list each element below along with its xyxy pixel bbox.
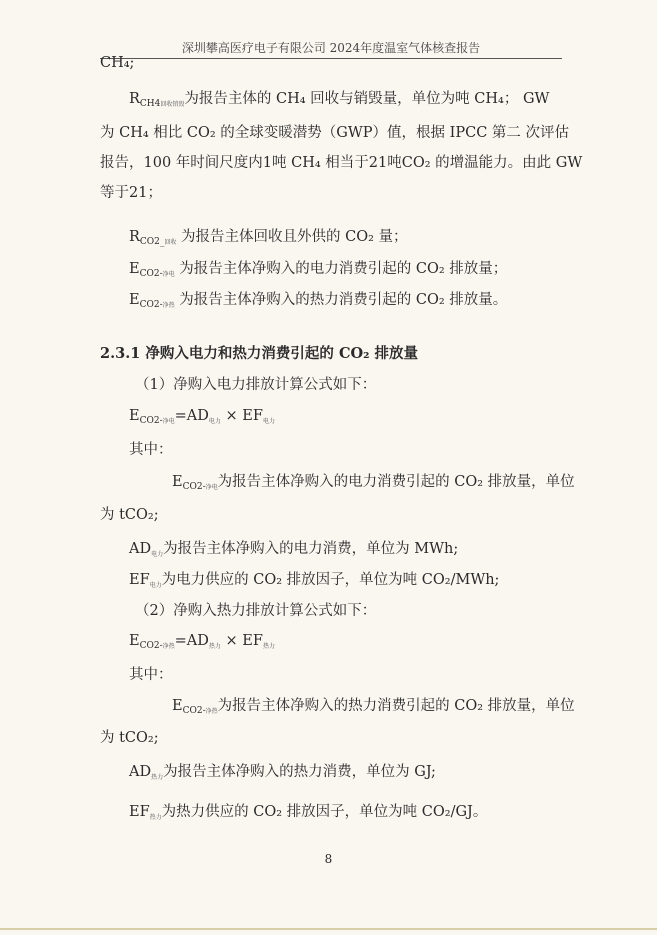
text-span: =AD — [174, 408, 209, 424]
text-span: 为报告主体净购入的电力消费引起的 CO₂ 排放量，单位 — [217, 474, 575, 490]
subscript-note: 热力 — [151, 774, 164, 781]
text-line: 其中： — [129, 442, 173, 458]
symbol-e: E — [129, 633, 140, 649]
text-line — [129, 763, 436, 787]
subscript-note: 净热 — [205, 708, 218, 715]
subscript: CO2- — [139, 269, 163, 279]
text-line — [129, 291, 507, 315]
subscript-note: 回收销毁 — [160, 101, 185, 108]
text-span: 为报告主体的 CH₄ 回收与销毁量，单位为吨 CH₄； GW — [184, 91, 550, 107]
subscript: CO2- — [139, 416, 163, 426]
text-line: 报告，100 年时间尺度内1吨 CH₄ 相当于21吨CO₂ 的增温能力。由此 GW — [100, 155, 583, 171]
subscript: CO2- — [139, 641, 163, 651]
text-span: 为报告主体净购入的电力消费，单位为 MWh; — [163, 541, 459, 557]
text-span: AD — [129, 541, 152, 557]
text-line — [172, 473, 575, 497]
text-span: EF — [129, 804, 150, 820]
text-line: （2）净购入热力排放计算公式如下： — [135, 603, 377, 619]
page-header: 深圳攀高医疗电子有限公司 2024年度温室气体核查报告 — [100, 39, 562, 59]
subscript-note: 热力 — [149, 814, 162, 821]
symbol-r: R — [129, 229, 140, 245]
bottom-border — [0, 928, 657, 930]
symbol-e: E — [129, 261, 140, 277]
text-line: 为 tCO₂; — [100, 507, 159, 523]
text-span: 为报告主体净购入的电力消费引起的 CO₂ 排放量； — [174, 261, 508, 277]
subscript: CH4 — [139, 99, 161, 109]
text-line — [129, 571, 499, 595]
text-span: =AD — [174, 633, 209, 649]
text-line — [129, 260, 507, 284]
text-span: 为报告主体回收且外供的 CO₂ 量； — [176, 229, 408, 245]
subscript-note: 电力 — [151, 551, 164, 558]
text-line — [129, 803, 487, 827]
text-line: 为 CH₄ 相比 CO₂ 的全球变暖潜势（GWP）值，根据 IPCC 第二 次评估 — [100, 125, 570, 141]
subscript-note: 净电 — [162, 418, 175, 425]
text-line: （1）净购入电力排放计算公式如下： — [135, 377, 377, 393]
subscript-note: 热力 — [262, 643, 275, 650]
subscript-note: 净电 — [162, 271, 175, 278]
subscript: CO2- — [182, 706, 206, 716]
section-heading: 2.3.1 净购入电力和热力消费引起的 CO₂ 排放量 — [100, 345, 419, 362]
text-line — [129, 228, 408, 252]
subscript-note: 净热 — [162, 643, 175, 650]
text-line — [129, 90, 549, 114]
text-span: 为报告主体净购入的热力消费引起的 CO₂ 排放量。 — [174, 292, 508, 308]
formula-line — [129, 407, 275, 431]
formula-line — [129, 632, 275, 656]
text-span: 为热力供应的 CO₂ 排放因子，单位为吨 CO₂/GJ。 — [161, 804, 488, 820]
symbol-e: E — [172, 474, 183, 490]
subscript-note: 回收 — [164, 239, 177, 246]
page-number: 8 — [324, 852, 333, 866]
text-line: CH₄; — [100, 55, 135, 71]
text-span: 为电力供应的 CO₂ 排放因子，单位为吨 CO₂/MWh; — [161, 572, 500, 588]
text-line: 等于21； — [100, 185, 162, 201]
symbol-e: E — [129, 408, 140, 424]
text-span: × EF — [220, 633, 263, 649]
subscript-note: 电力 — [149, 582, 162, 589]
subscript-note: 净热 — [162, 302, 175, 309]
subscript-note: 净电 — [205, 484, 218, 491]
subscript: CO2_ — [139, 237, 165, 247]
text-span: × EF — [220, 408, 263, 424]
subscript-note: 电力 — [208, 418, 221, 425]
text-span: EF — [129, 572, 150, 588]
text-line — [129, 540, 458, 564]
text-span: 为报告主体净购入的热力消费引起的 CO₂ 排放量，单位 — [217, 698, 575, 714]
text-span: 为报告主体净购入的热力消费，单位为 GJ; — [163, 764, 436, 780]
text-line: 为 tCO₂; — [100, 730, 159, 746]
symbol-e: E — [172, 698, 183, 714]
subscript-note: 热力 — [208, 643, 221, 650]
subscript: CO2- — [139, 300, 163, 310]
symbol-r: R — [129, 91, 140, 107]
text-span: AD — [129, 764, 152, 780]
text-line — [172, 697, 575, 721]
subscript: CO2- — [182, 482, 206, 492]
subscript-note: 电力 — [262, 418, 275, 425]
symbol-e: E — [129, 292, 140, 308]
text-line: 其中： — [129, 667, 173, 683]
